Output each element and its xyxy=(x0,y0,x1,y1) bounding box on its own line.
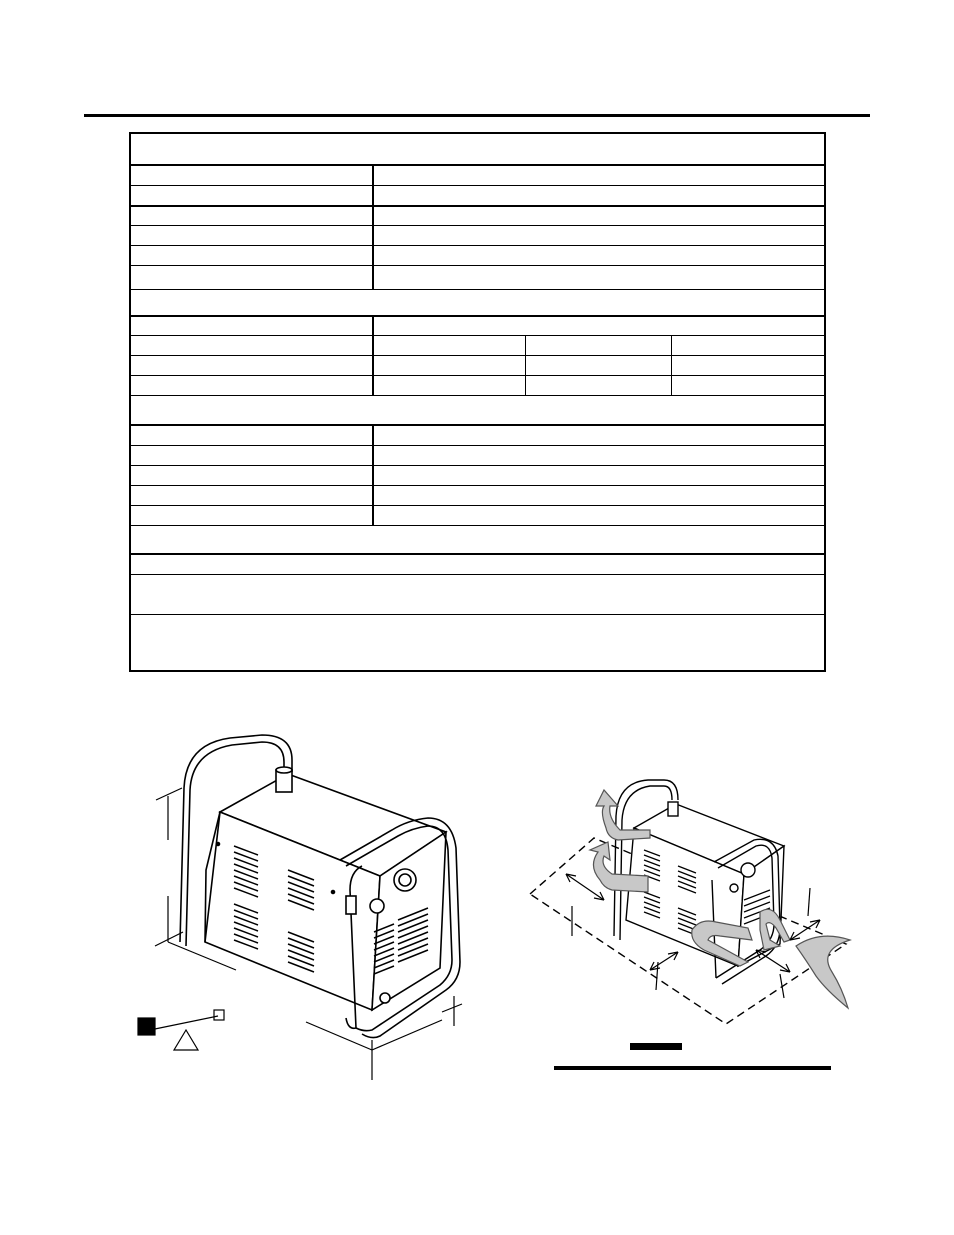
figure-rule xyxy=(554,1066,831,1070)
caption-bar xyxy=(630,1043,682,1050)
